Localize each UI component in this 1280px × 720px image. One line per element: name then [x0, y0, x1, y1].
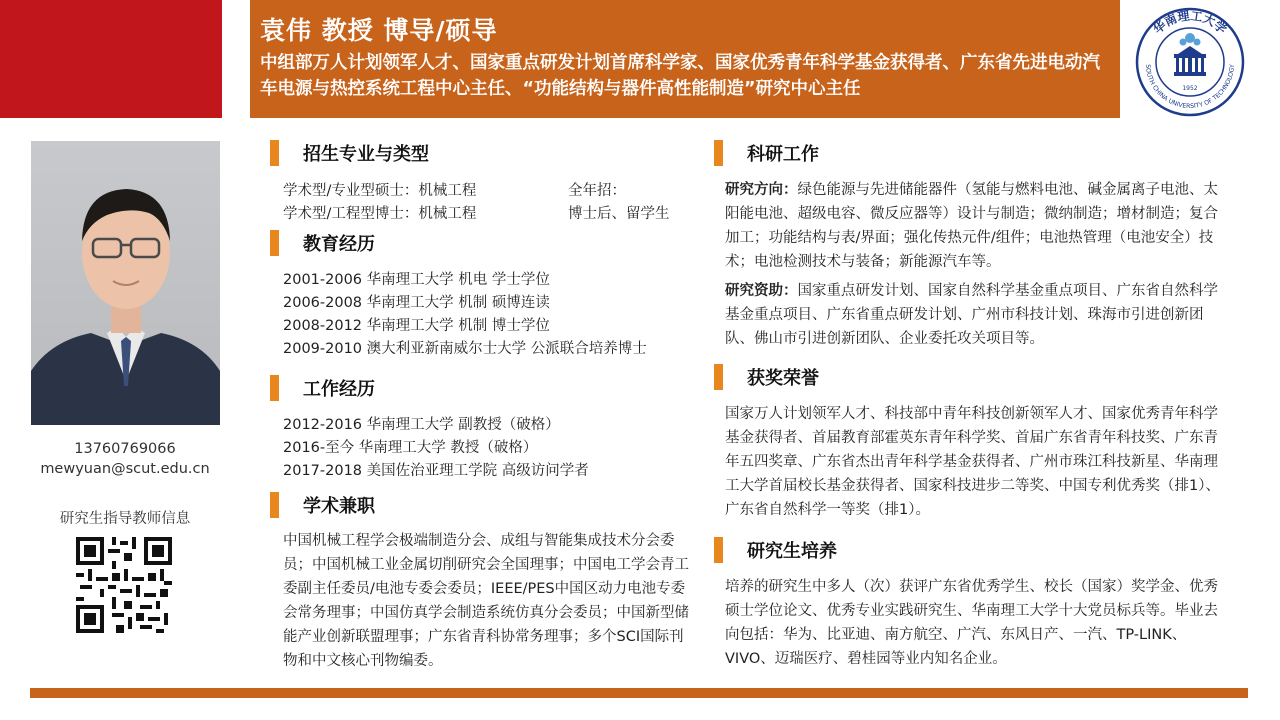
titles-subtitle: 中组部万人计划领军人才、国家重点研发计划首席科学家、国家优秀青年科学基金获得者、广东省先进电动汽车电源与热控系统工程中心主任、“功能结构与器件高性能制造”研究中心主任: [260, 53, 1100, 99]
section-marker: [714, 364, 723, 390]
admission-row-2-right: 博士后、留学生: [568, 206, 670, 222]
work-item: 2017-2018 美国佐治亚理工学院 高级访问学者: [283, 463, 589, 479]
training-text: 培养的研究生中多人（次）获评广东省优秀学生、校长（国家）奖学金、优秀硕士学位论文、优秀专业实践研究生、华南理工大学十大党员标兵等。毕业去向包括：华为、比亚迪、南方航空、广汽、东风日产、一汽、TP-LINK、VIVO、迈瑞医疗、碧桂园等业内知名企业。: [725, 579, 1218, 667]
section-education: 教育经历: [270, 230, 375, 256]
admission-row-1-left: 学术型/专业型硕士：机械工程: [283, 183, 477, 199]
research-direction: [725, 178, 1230, 274]
section-awards: 获奖荣誉: [714, 364, 819, 390]
section-academic: 学术兼职: [270, 492, 375, 518]
research-funding-text: 国家重点研发计划、国家自然科学基金重点项目、广东省自然科学基金重点项目、广东省重点研发计划、广州市科技计划、珠海市引进创新团队、佛山市引进创新团队、企业委托攻关项目等。: [725, 283, 1218, 347]
education-item: 2006-2008 华南理工大学 机制 硕博连读: [283, 295, 550, 311]
svg-text:SOUTH CHINA UNIVERSITY OF TECH: SOUTH CHINA UNIVERSITY OF TECHNOLOGY: [1143, 64, 1237, 111]
svg-text:华南理工大学: 华南理工大学: [1150, 8, 1230, 37]
section-admission: 招生专业与类型: [270, 140, 429, 166]
footer-bar: [30, 688, 1248, 698]
admission-row-2-left: 学术型/工程型博士：机械工程: [283, 206, 477, 222]
research-direction-label: 研究方向：: [725, 182, 798, 198]
section-marker: [270, 230, 279, 256]
section-marker: [714, 140, 723, 166]
education-item: 2008-2012 华南理工大学 机制 博士学位: [283, 318, 550, 334]
header-red-block: [0, 0, 222, 118]
phone-number: 13760769066: [74, 441, 176, 457]
research-direction-text: 绿色能源与先进储能器件（氢能与燃料电池、碱金属离子电池、太阳能电池、超级电容、微反应器等）设计与制造；微纳制造；增材制造；复合加工；功能结构与表/界面；强化传热元件/组件；电池热管理（电池安全）技术；电池检测技术与装备；新能源汽车等。: [725, 182, 1218, 270]
section-marker: [714, 537, 723, 563]
work-item: 2016-至今 华南理工大学 教授（破格）: [283, 440, 538, 456]
qr-code[interactable]: [76, 537, 172, 633]
academic-positions-text: 中国机械工程学会极端制造分会、成组与智能集成技术分会委员；中国机械工业金属切削研究会全国理事；中国电工学会青工委副主任委员/电池专委会委员；IEEE/PES中国区动力电池专委会常务理事；中国仿真学会制造系统仿真分会委员；中国新型储能产业创新联盟理事；广东省青科协常务理事；多个SCI国际刊物和中文核心刊物编委。: [283, 533, 689, 669]
email-address: mewyuan@scut.edu.cn: [40, 461, 210, 477]
section-marker: [270, 492, 279, 518]
section-marker: [270, 375, 279, 401]
qr-caption: 研究生指导教师信息: [59, 511, 191, 527]
section-training: 研究生培养: [714, 537, 837, 563]
education-item: 2001-2006 华南理工大学 机电 学士学位: [283, 272, 550, 288]
svg-text:1952: 1952: [1182, 85, 1198, 92]
header-band: [250, 0, 1120, 118]
university-logo: [1130, 6, 1250, 118]
section-work: 工作经历: [270, 375, 375, 401]
admission-row-1-right: 全年招：: [568, 183, 626, 199]
awards-text: 国家万人计划领军人才、科技部中青年科技创新领军人才、国家优秀青年科学基金获得者、首届教育部霍英东青年科学奖、首届广东省青年科技奖、广东青年五四奖章、广东省杰出青年科学基金获得者、广州市珠江科技新星、华南理工大学首届校长基金获得者、国家科技进步二等奖、中国专利优秀奖（排1）、广东省自然科学一等奖（排1）。: [725, 406, 1220, 518]
research-funding: [725, 279, 1230, 351]
portrait-photo: [31, 141, 220, 425]
name-title: 袁伟 教授 博导/硕导: [260, 16, 498, 45]
section-research: 科研工作: [714, 140, 819, 166]
education-item: 2009-2010 澳大利亚新南威尔士大学 公派联合培养博士: [283, 341, 647, 357]
work-item: 2012-2016 华南理工大学 副教授（破格）: [283, 417, 560, 433]
portrait-illustration: [31, 141, 220, 425]
research-funding-label: 研究资助：: [725, 283, 798, 299]
section-marker: [270, 140, 279, 166]
